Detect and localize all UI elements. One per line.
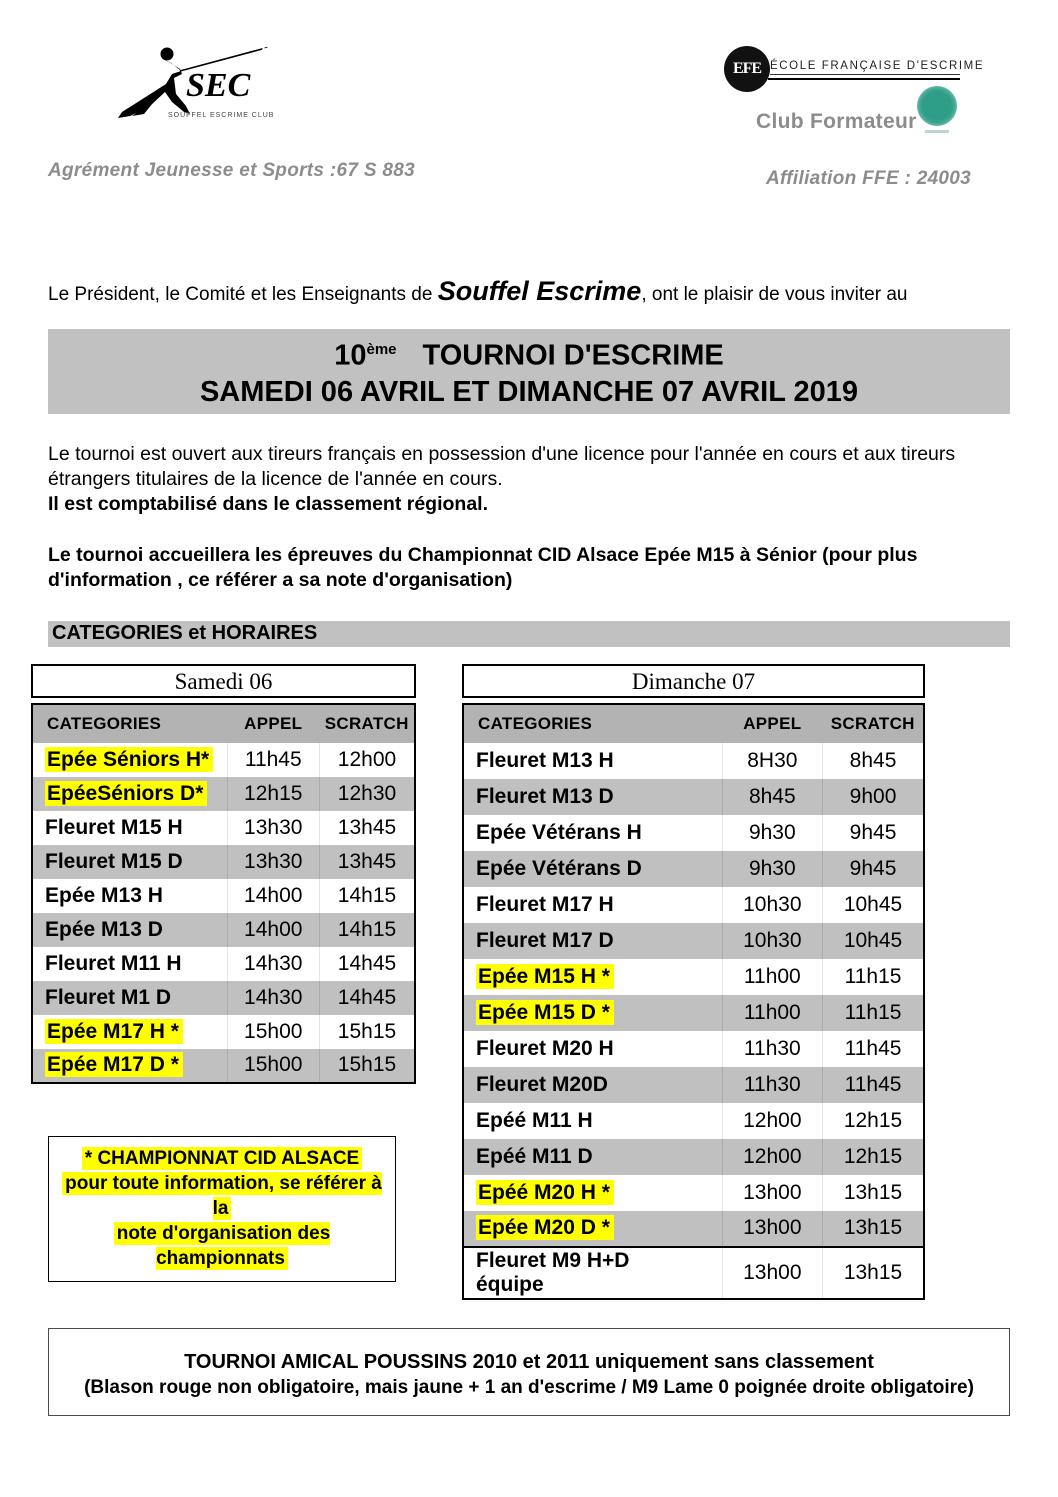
scratch-time-cell: 11h45 <box>823 1067 924 1103</box>
appel-time-cell: 14h30 <box>227 947 319 981</box>
scratch-time-cell: 13h45 <box>319 811 415 845</box>
appel-time-cell: 12h00 <box>722 1103 822 1139</box>
appel-time-cell: 8H30 <box>722 743 822 779</box>
table-row <box>463 1247 924 1299</box>
scratch-time-cell: 13h15 <box>823 1247 924 1299</box>
appel-time-cell: 13h00 <box>722 1175 822 1211</box>
column-header-categories: CATEGORIES <box>32 704 227 743</box>
scratch-time-cell: 12h00 <box>319 743 415 777</box>
efe-label-band <box>768 56 985 80</box>
table-row <box>463 959 924 995</box>
appel-time-cell: 9h30 <box>722 851 822 887</box>
saturday-header-row <box>32 704 415 743</box>
poussins-detail: (Blason rouge non obligatoire, mais jaune + 1 an d'escrime / M9 Lame 0 poignée droite obligatoire) <box>84 1376 974 1398</box>
scratch-time-cell: 14h15 <box>319 879 415 913</box>
appel-time-cell: 13h30 <box>227 811 319 845</box>
saturday-schedule-table <box>31 703 416 1084</box>
document-header <box>0 0 1058 258</box>
scratch-time-cell: 11h15 <box>823 959 924 995</box>
championnat-note-box <box>48 1136 396 1282</box>
category-cell: Epée M13 D <box>32 913 227 947</box>
table-row <box>32 879 415 913</box>
banner-title: TOURNOI D'ESCRIME <box>422 339 724 372</box>
table-row <box>463 743 924 779</box>
table-row <box>463 815 924 851</box>
category-cell: Fleuret M1 D <box>32 981 227 1015</box>
table-row <box>32 1049 415 1083</box>
category-cell: Epéé M11 H <box>463 1103 722 1139</box>
note-line: pour toute information, se référer à la <box>51 1171 393 1221</box>
column-header-categories: CATEGORIES <box>463 704 722 743</box>
category-cell: Fleuret M15 H <box>32 811 227 845</box>
category-cell: Epée Vétérans H <box>463 815 722 851</box>
schedule-tables <box>31 664 1010 1300</box>
category-cell: Fleuret M11 H <box>32 947 227 981</box>
club-name: Souffel Escrime <box>437 276 642 306</box>
category-cell: EpéeSéniors D* <box>32 777 227 811</box>
intro-after: , ont le plaisir de vous inviter au <box>641 284 908 305</box>
category-cell: Fleuret M13 D <box>463 779 722 815</box>
appel-time-cell: 8h45 <box>722 779 822 815</box>
affiliation-text: Affiliation FFE : 24003 <box>766 168 972 189</box>
appel-time-cell: 11h30 <box>722 1067 822 1103</box>
category-cell: Fleuret M17 H <box>463 887 722 923</box>
scratch-time-cell: 13h15 <box>823 1175 924 1211</box>
appel-time-cell: 15h00 <box>227 1015 319 1049</box>
section-title-bar: CATEGORIES et HORAIRES <box>48 621 1010 647</box>
appel-time-cell: 11h30 <box>722 1031 822 1067</box>
scratch-time-cell: 11h15 <box>823 995 924 1031</box>
appel-time-cell: 14h30 <box>227 981 319 1015</box>
paragraph-licence: Le tournoi est ouvert aux tireurs français en possession d'une licence pour l'année en cours et aux tireurs étrangers titulaires de la licence de l'année en cours. <box>48 442 956 490</box>
scratch-time-cell: 13h15 <box>823 1211 924 1247</box>
appel-time-cell: 14h00 <box>227 913 319 947</box>
saturday-table-title: Samedi 06 <box>31 664 416 698</box>
table-row <box>463 1139 924 1175</box>
note-line: note d'organisation des championnats <box>51 1221 393 1271</box>
scratch-time-cell: 8h45 <box>823 743 924 779</box>
category-cell: Epéé M20 H * <box>463 1175 722 1211</box>
poussins-box <box>48 1328 1010 1416</box>
poussins-title: TOURNOI AMICAL POUSSINS 2010 et 2011 uniquement sans classement <box>184 1350 874 1373</box>
category-cell: Fleuret M15 D <box>32 845 227 879</box>
scratch-time-cell: 9h45 <box>823 851 924 887</box>
column-header-appel: APPEL <box>722 704 822 743</box>
category-cell: Epée M20 D * <box>463 1211 722 1247</box>
scratch-time-cell: 13h45 <box>319 845 415 879</box>
scratch-time-cell: 12h30 <box>319 777 415 811</box>
scratch-time-cell: 11h45 <box>823 1031 924 1067</box>
ffe-green-badge-icon <box>917 86 957 126</box>
category-cell: Fleuret M17 D <box>463 923 722 959</box>
scratch-time-cell: 10h45 <box>823 887 924 923</box>
table-row <box>32 777 415 811</box>
intro-line <box>48 258 1010 307</box>
column-header-scratch: SCRATCH <box>823 704 924 743</box>
banner-line2: SAMEDI 06 AVRIL ET DIMANCHE 07 AVRIL 2019 <box>199 375 859 408</box>
appel-time-cell: 11h45 <box>227 743 319 777</box>
appel-time-cell: 13h30 <box>227 845 319 879</box>
appel-time-cell: 15h00 <box>227 1049 319 1083</box>
banner-number: 10 <box>334 339 367 372</box>
sunday-header-row <box>463 704 924 743</box>
fencer-logo-caption: SOUFFEL ESCRIME CLUB <box>168 112 275 119</box>
appel-time-cell: 12h15 <box>227 777 319 811</box>
category-cell: Fleuret M9 H+D équipe <box>463 1247 722 1299</box>
paragraph-championnat: Le tournoi accueillera les épreuves du Championnat CID Alsace Epée M15 à Sénior (pour plus d'information , ce référer a sa note d'organisation) <box>48 543 918 591</box>
table-row <box>32 811 415 845</box>
category-cell: Epée Vétérans D <box>463 851 722 887</box>
appel-time-cell: 10h30 <box>722 887 822 923</box>
table-row <box>463 1175 924 1211</box>
scratch-time-cell: 9h00 <box>823 779 924 815</box>
category-cell: Fleuret M20D <box>463 1067 722 1103</box>
scratch-time-cell: 14h45 <box>319 947 415 981</box>
column-header-appel: APPEL <box>227 704 319 743</box>
category-cell: Epée M17 D * <box>32 1049 227 1083</box>
table-row <box>32 981 415 1015</box>
paragraph-classement: Il est comptabilisé dans le classement régional. <box>48 492 488 515</box>
table-row <box>463 995 924 1031</box>
note-line: * CHAMPIONNAT CID ALSACE <box>51 1146 393 1171</box>
title-banner <box>48 329 1010 414</box>
scratch-time-cell: 10h45 <box>823 923 924 959</box>
agrement-text: Agrément Jeunesse et Sports :67 S 883 <box>48 160 415 181</box>
fencer-logo-monogram: SEC <box>186 67 251 104</box>
sunday-schedule-table <box>462 703 925 1300</box>
category-cell: Epée M15 H * <box>463 959 722 995</box>
table-row <box>463 923 924 959</box>
table-row <box>32 1015 415 1049</box>
table-row <box>463 1211 924 1247</box>
sunday-column <box>462 664 925 1300</box>
scratch-time-cell: 15h15 <box>319 1049 415 1083</box>
intro-before: Le Président, le Comité et les Enseignants de <box>48 284 438 305</box>
banner-ordinal-suffix: ème <box>366 341 397 358</box>
category-cell: Fleuret M20 H <box>463 1031 722 1067</box>
appel-time-cell: 10h30 <box>722 923 822 959</box>
appel-time-cell: 12h00 <box>722 1139 822 1175</box>
sunday-table-title: Dimanche 07 <box>462 664 925 698</box>
appel-time-cell: 13h00 <box>722 1247 822 1299</box>
category-cell: Epée M17 H * <box>32 1015 227 1049</box>
table-row <box>463 1031 924 1067</box>
table-row <box>463 1103 924 1139</box>
banner-line1 <box>48 332 1010 374</box>
scratch-time-cell: 12h15 <box>823 1103 924 1139</box>
appel-time-cell: 9h30 <box>722 815 822 851</box>
category-cell: Epée Séniors H* <box>32 743 227 777</box>
document-content <box>45 258 1010 1416</box>
table-row <box>32 845 415 879</box>
table-row <box>463 887 924 923</box>
club-formateur-label: Club Formateur <box>756 110 917 133</box>
appel-time-cell: 11h00 <box>722 995 822 1031</box>
scratch-time-cell: 14h15 <box>319 913 415 947</box>
appel-time-cell: 11h00 <box>722 959 822 995</box>
column-header-scratch: SCRATCH <box>319 704 415 743</box>
scratch-time-cell: 14h45 <box>319 981 415 1015</box>
scratch-time-cell: 9h45 <box>823 815 924 851</box>
category-cell: Epéé M11 D <box>463 1139 722 1175</box>
scratch-time-cell: 15h15 <box>319 1015 415 1049</box>
table-row <box>463 1067 924 1103</box>
saturday-column <box>31 664 416 1282</box>
table-row <box>32 947 415 981</box>
efe-logo-icon: EFE <box>724 46 770 92</box>
table-row <box>463 851 924 887</box>
table-row <box>463 779 924 815</box>
category-cell: Fleuret M13 H <box>463 743 722 779</box>
category-cell: Epée M15 D * <box>463 995 722 1031</box>
table-row <box>32 743 415 777</box>
scratch-time-cell: 12h15 <box>823 1139 924 1175</box>
efe-label: ÉCOLE FRANÇAISE D'ESCRIME <box>770 60 960 75</box>
table-row <box>32 913 415 947</box>
appel-time-cell: 14h00 <box>227 879 319 913</box>
category-cell: Epée M13 H <box>32 879 227 913</box>
appel-time-cell: 13h00 <box>722 1211 822 1247</box>
